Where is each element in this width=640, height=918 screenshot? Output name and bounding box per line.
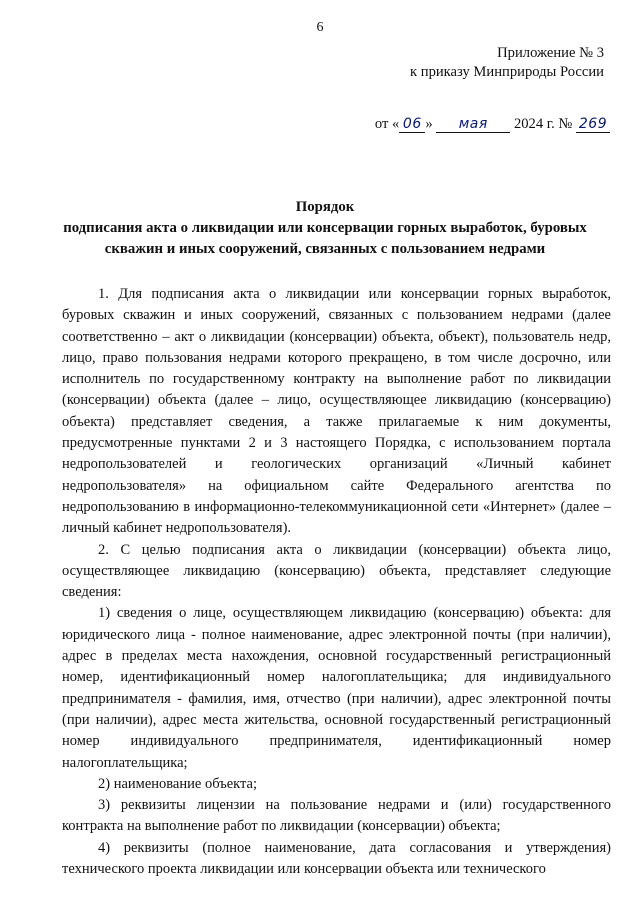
paragraph: 1) сведения о лице, осуществляющем ликвидацию (консервацию) объекта: для юридического лица - полное наименование, адрес электронной почты (при наличии), адрес в пределах места нахождения, основной государственный регистрационный номер, идентификационный номер налогоплательщика; для индивидуального предпринимателя - фамилия, имя, отчество (при наличии), адрес электронной почты (при наличии), адрес места жительства, основной государственный регистрационный номер индивидуального предпринимателя, идентификационный номер налогоплательщика; [62,605,611,771]
paragraph: 2) наименование объекта; [98,775,257,792]
order-month: мая [436,117,510,133]
order-prefix: от « [374,116,400,132]
document-title [40,197,610,260]
title-line-1: Порядок [295,199,355,215]
document-body [62,284,611,880]
order-year: 2024 г. № [513,116,573,132]
order-reference [375,116,610,133]
order-mid: » [425,116,433,132]
paragraph: 4) реквизиты (полное наименование, дата согласования и утверждения) технического проекта ликвидации или консервации объекта или технического [62,839,611,878]
appendix-line-1: Приложение № 3 [497,45,604,61]
order-number: 269 [576,117,610,133]
page-number: 6 [316,20,324,35]
title-line-3: скважин и иных сооружений, связанных с пользованием недрами [104,241,546,257]
paragraph: 2. С целью подписания акта о ликвидации (консервации) объекта лицо, осуществляющее ликвидацию (консервацию) объекта, представляет следующие сведения: [62,541,611,601]
paragraph: 3) реквизиты лицензии на пользование недрами и (или) государственного контракта на выполнение работ по ликвидации (консервации) объекта; [62,797,611,835]
paragraph: 1. Для подписания акта о ликвидации или консервации горных выработок, буровых скважин и иных сооружений, связанных с пользованием недрами (далее соответственно – акт о ликвидации (консервации) объекта, объект), пользователь недр, лицо, право пользования недрами которого прекращено, в том числе досрочно, или исполнитель по государственному контракту на выполнение работ по ликвидации (консервации) объекта (далее – лицо, осуществляющее ликвидацию (консервацию) объекта) представляет сведения, а также прилагаемые к ним документы, предусмотренные пунктами 2 и 3 настоящего Порядка, с использованием портала недропользователей и геологических организаций «Личный кабинет недропользователя» на официальном сайте Федерального агентства по недропользованию в информационно-телекоммуникационной сети «Интернет» (далее – личный кабинет недропользователя). [62,286,611,537]
appendix-header [410,44,604,82]
title-line-2: подписания акта о ликвидации или консервации горных выработок, буровых [63,220,587,236]
appendix-line-2: к приказу Минприроды России [410,64,604,80]
order-day: 06 [399,117,425,133]
